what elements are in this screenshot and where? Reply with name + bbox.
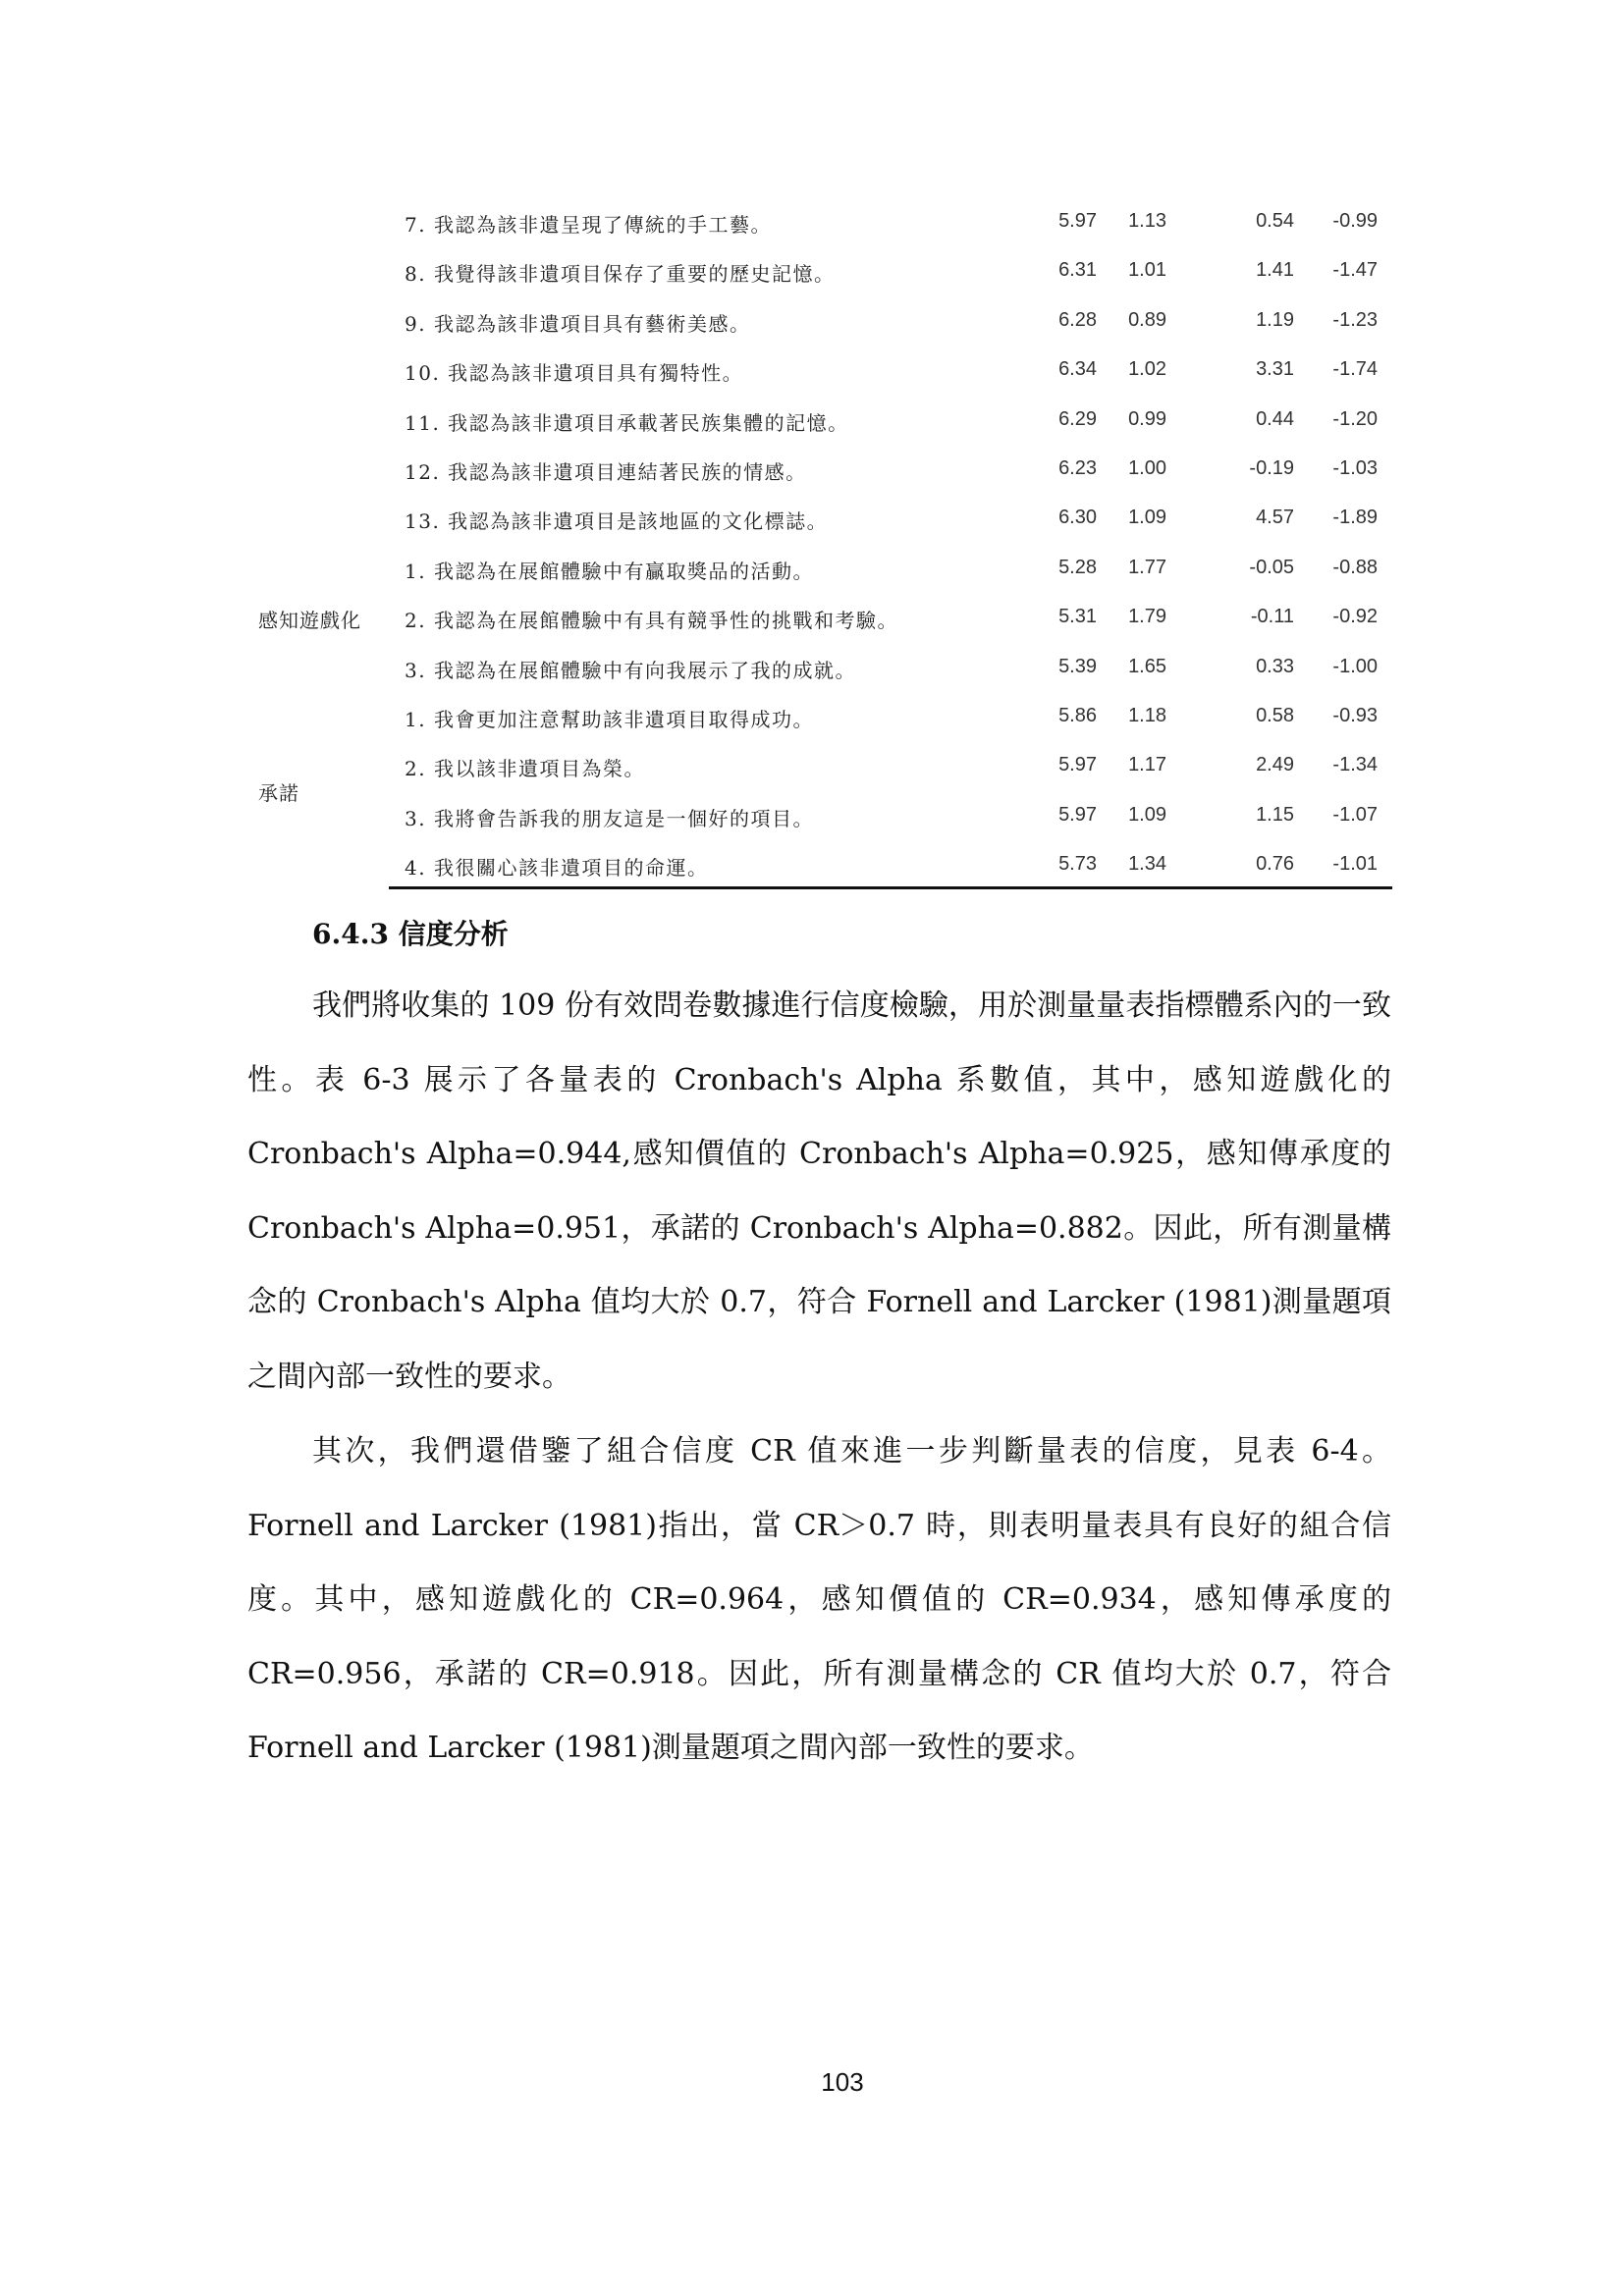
table-row [0, 643, 1624, 692]
section-heading: 6.4.3 信度分析 [312, 918, 509, 950]
item-text: 7. 我認為該非遺呈現了傳統的手工藝。 [405, 213, 772, 237]
sd-value: 1.77 [1128, 556, 1166, 578]
table-row [0, 296, 1624, 346]
mean-value: 5.31 [1058, 606, 1097, 628]
kurtosis-value: 0.76 [1256, 853, 1294, 876]
mean-value: 5.39 [1058, 655, 1097, 677]
table-row [0, 396, 1624, 445]
item-text: 1. 我會更加注意幫助該非遺項目取得成功。 [405, 708, 814, 731]
item-text: 3. 我認為在展館體驗中有向我展示了我的成就。 [405, 658, 856, 682]
kurtosis-value: 0.54 [1256, 210, 1294, 232]
skewness-value: -0.99 [1332, 210, 1378, 232]
kurtosis-value: 4.57 [1256, 507, 1294, 529]
mean-value: 5.97 [1058, 754, 1097, 776]
item-text: 12. 我認為該非遺項目連結著民族的情感。 [405, 460, 807, 484]
skewness-value: -1.20 [1332, 407, 1378, 430]
kurtosis-value: 0.58 [1256, 705, 1294, 726]
skewness-value: -1.23 [1332, 308, 1378, 331]
kurtosis-value: 2.49 [1256, 754, 1294, 776]
table-row [0, 791, 1624, 840]
item-text: 9. 我認為該非遺項目具有藝術美感。 [405, 311, 751, 336]
item-text: 10. 我認為該非遺項目具有獨特性。 [405, 361, 744, 386]
table-row [0, 346, 1624, 395]
item-text: 2. 我認為在展館體驗中有具有競爭性的挑戰和考驗。 [405, 609, 898, 633]
skewness-value: -1.00 [1332, 655, 1378, 677]
table-row [0, 544, 1624, 593]
sd-value: 1.17 [1128, 754, 1166, 776]
table-row [0, 692, 1624, 741]
skewness-value: -0.88 [1332, 556, 1378, 578]
table-bottom-rule [389, 886, 1392, 889]
table-row [0, 741, 1624, 790]
sd-value: 1.79 [1128, 606, 1166, 628]
item-text: 13. 我認為該非遺項目是該地區的文化標誌。 [405, 509, 829, 534]
sd-value: 1.01 [1128, 259, 1166, 282]
kurtosis-value: 0.44 [1256, 407, 1294, 430]
mean-value: 6.23 [1058, 457, 1097, 479]
skewness-value: -1.07 [1332, 803, 1378, 826]
mean-value: 5.97 [1058, 210, 1097, 232]
item-text: 2. 我以該非遺項目為榮。 [405, 757, 645, 781]
kurtosis-value: 3.31 [1256, 358, 1294, 381]
sd-value: 1.02 [1128, 358, 1166, 381]
mean-value: 6.28 [1058, 308, 1097, 331]
skewness-value: -1.47 [1332, 259, 1378, 282]
skewness-value: -1.74 [1332, 358, 1378, 381]
page-number: 103 [821, 2067, 864, 2097]
group-label: 感知遊戲化 [258, 609, 361, 633]
mean-value: 5.97 [1058, 803, 1097, 826]
skewness-value: -1.03 [1332, 457, 1378, 479]
group-label-commitment: 承諾 [258, 781, 299, 805]
mean-value: 6.31 [1058, 259, 1097, 282]
kurtosis-value: 1.19 [1256, 308, 1294, 331]
mean-value: 6.34 [1058, 358, 1097, 381]
kurtosis-value: -0.19 [1249, 457, 1294, 479]
table-row [0, 494, 1624, 543]
sd-value: 1.09 [1128, 507, 1166, 529]
item-text: 3. 我將會告訴我的朋友這是一個好的項目。 [405, 806, 814, 830]
kurtosis-value: -0.05 [1249, 556, 1294, 578]
skewness-value: -0.92 [1332, 606, 1378, 628]
kurtosis-value: 0.33 [1256, 655, 1294, 677]
skewness-value: -0.93 [1332, 705, 1378, 726]
sd-value: 1.09 [1128, 803, 1166, 826]
mean-value: 5.86 [1058, 705, 1097, 726]
sd-value: 0.89 [1128, 308, 1166, 331]
table-row [0, 197, 1624, 246]
item-text: 1. 我認為在展館體驗中有贏取獎品的活動。 [405, 559, 814, 583]
kurtosis-value: -0.11 [1250, 606, 1294, 628]
sd-value: 1.00 [1128, 457, 1166, 479]
mean-value: 6.29 [1058, 407, 1097, 430]
sd-value: 1.34 [1128, 853, 1166, 876]
sd-value: 1.65 [1128, 655, 1166, 677]
kurtosis-value: 1.15 [1256, 803, 1294, 826]
kurtosis-value: 1.41 [1256, 259, 1294, 282]
table-row [0, 840, 1624, 889]
paragraph-cronbach-alpha: 我們將收集的 109 份有效問卷數據進行信度檢驗，用於測量量表指標體系內的一致性。表 6-3 展示了各量表的 Cronbach's Alpha 系數值，其中，感知遊戲化的 Cronbach's Alpha=0.944,感知價值的 Cronbach's Alpha=0.925，感知傳承度的 Cronbach's Alpha=0.951，承諾的 Cronbach's Alpha=0.882。因此，所有測量構念的 Cronbach's Alpha 值均大於 0.7，符合 Fornell and Larcker (1981)測量題項之間內部一致性的要求。 [247, 988, 1391, 1394]
skewness-value: -1.34 [1332, 754, 1378, 776]
table-row [0, 246, 1624, 295]
skewness-value: -1.01 [1332, 853, 1378, 876]
item-text: 8. 我覺得該非遺項目保存了重要的歷史記憶。 [405, 262, 836, 287]
paragraph-composite-reliability: 其次，我們還借鑒了組合信度 CR 值來進一步判斷量表的信度，見表 6-4。Fornell and Larcker (1981)指出，當 CR＞0.7 時，則表明量表具有良好的組合信度。其中，感知遊戲化的 CR=0.964，感知價值的 CR=0.934，感知傳承度的 CR=0.956，承諾的 CR=0.918。因此，所有測量構念的 CR 值均大於 0.7，符合 Fornell and Larcker (1981)測量題項之間內部一致性的要求。 [247, 1434, 1391, 1765]
table-row [0, 593, 1624, 642]
mean-value: 5.73 [1058, 853, 1097, 876]
sd-value: 1.13 [1128, 210, 1166, 232]
item-text: 4. 我很關心該非遺項目的命運。 [405, 856, 709, 881]
mean-value: 6.30 [1058, 507, 1097, 529]
mean-value: 5.28 [1058, 556, 1097, 578]
sd-value: 1.18 [1128, 705, 1166, 726]
item-text: 11. 我認為該非遺項目承載著民族集體的記憶。 [405, 410, 849, 435]
skewness-value: -1.89 [1332, 507, 1378, 529]
sd-value: 0.99 [1128, 407, 1166, 430]
table-row [0, 445, 1624, 494]
